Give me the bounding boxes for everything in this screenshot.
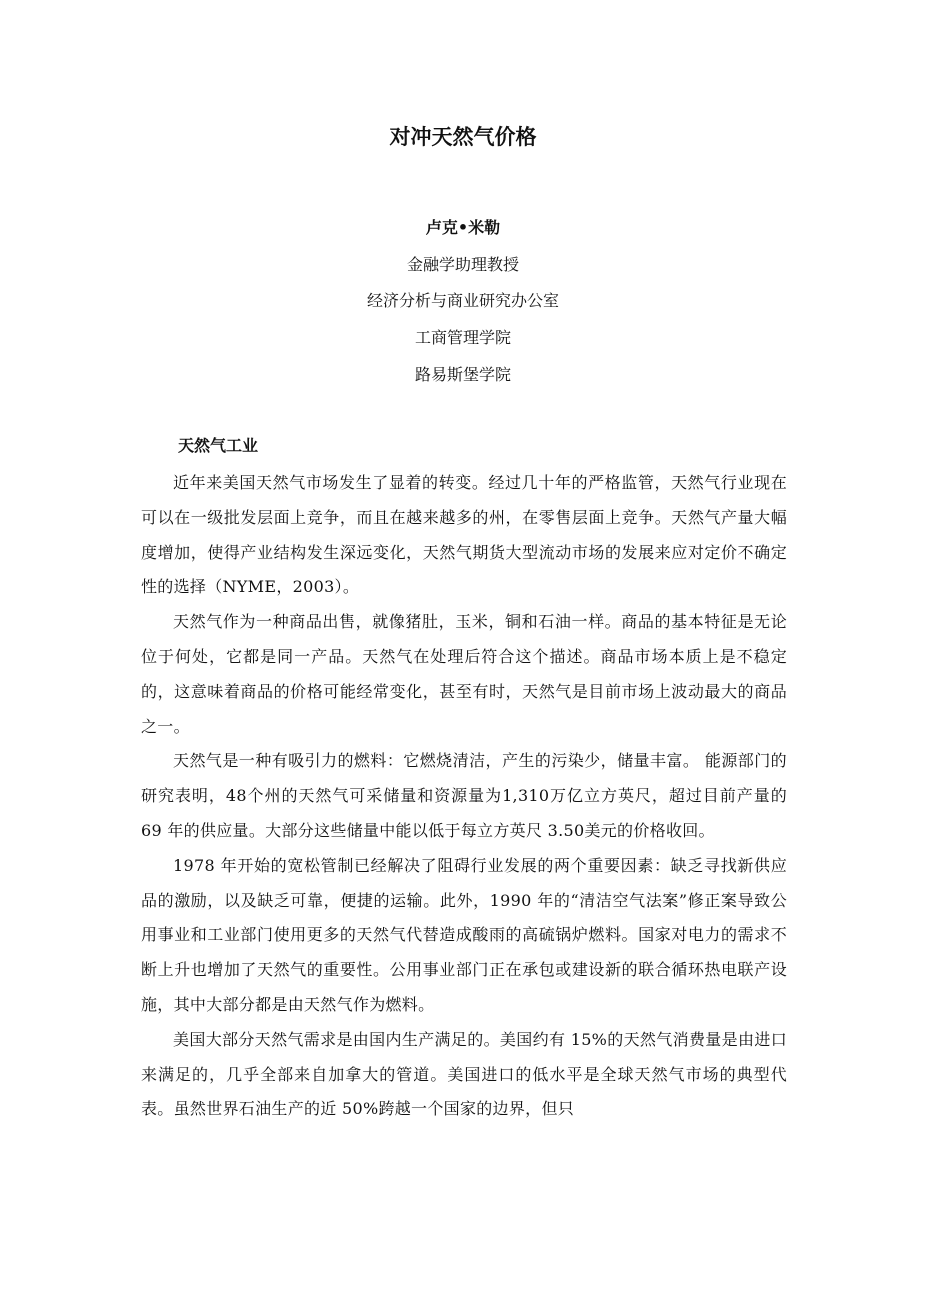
section-heading: 天然气工业	[178, 436, 259, 455]
body-paragraph: 美国大部分天然气需求是由国内生产满足的。美国约有 15%的天然气消费量是由进口来满足的，几乎全部来自加拿大的管道。美国进口的低水平是全球天然气市场的典型代表。虽然世界石油生产的近 50%跨越一个国家的边界，但只	[141, 1029, 787, 1119]
document-title: 对冲天然气价格	[389, 125, 537, 149]
body-paragraph: 天然气是一种有吸引力的燃料：它燃烧清洁，产生的污染少，储量丰富。 能源部门的研究表明，48个州的天然气可采储量和资源量为1,310万亿立方英尺，超过目前产量的 69 年的供应量。大部分这些储量中能以低于每立方英尺 3.50美元的价格收回。	[141, 751, 787, 840]
affiliation-line: 工商管理学院	[414, 328, 511, 347]
affiliation-line: 路易斯堡学院	[414, 365, 511, 384]
body-paragraph: 近年来美国天然气市场发生了显着的转变。经过几十年的严格监管，天然气行业现在可以在一级批发层面上竞争，而且在越来越多的州，在零售层面上竞争。天然气产量大幅度增加，使得产业结构发生深远变化，天然气期货大型流动市场的发展来应对定价不确定性的选择（NYME，2003）。	[141, 473, 787, 597]
author-name: 卢克•米勒	[425, 218, 501, 237]
body-paragraph: 天然气作为一种商品出售，就像猪肚，玉米，铜和石油一样。商品的基本特征是无论位于何处，它都是同一产品。天然气在处理后符合这个描述。商品市场本质上是不稳定的，这意味着商品的价格可能经常变化，甚至有时，天然气是目前市场上波动最大的商品之一。	[141, 612, 787, 736]
body-paragraph: 1978 年开始的宽松管制已经解决了阻碍行业发展的两个重要因素：缺乏寻找新供应品的激励，以及缺乏可靠，便捷的运输。此外，1990 年的“清洁空气法案”修正案导致公用事业和工业部门使用更多的天然气代替造成酸雨的高硫锅炉燃料。国家对电力的需求不断上升也增加了天然气的重要性。公用事业部门正在承包或建设新的联合循环热电联产设施，其中大部分都是由天然气作为燃料。	[141, 855, 787, 1014]
section-body	[141, 466, 787, 1127]
affiliation-line: 经济分析与商业研究办公室	[366, 291, 559, 310]
affiliation-line: 金融学助理教授	[406, 255, 519, 274]
